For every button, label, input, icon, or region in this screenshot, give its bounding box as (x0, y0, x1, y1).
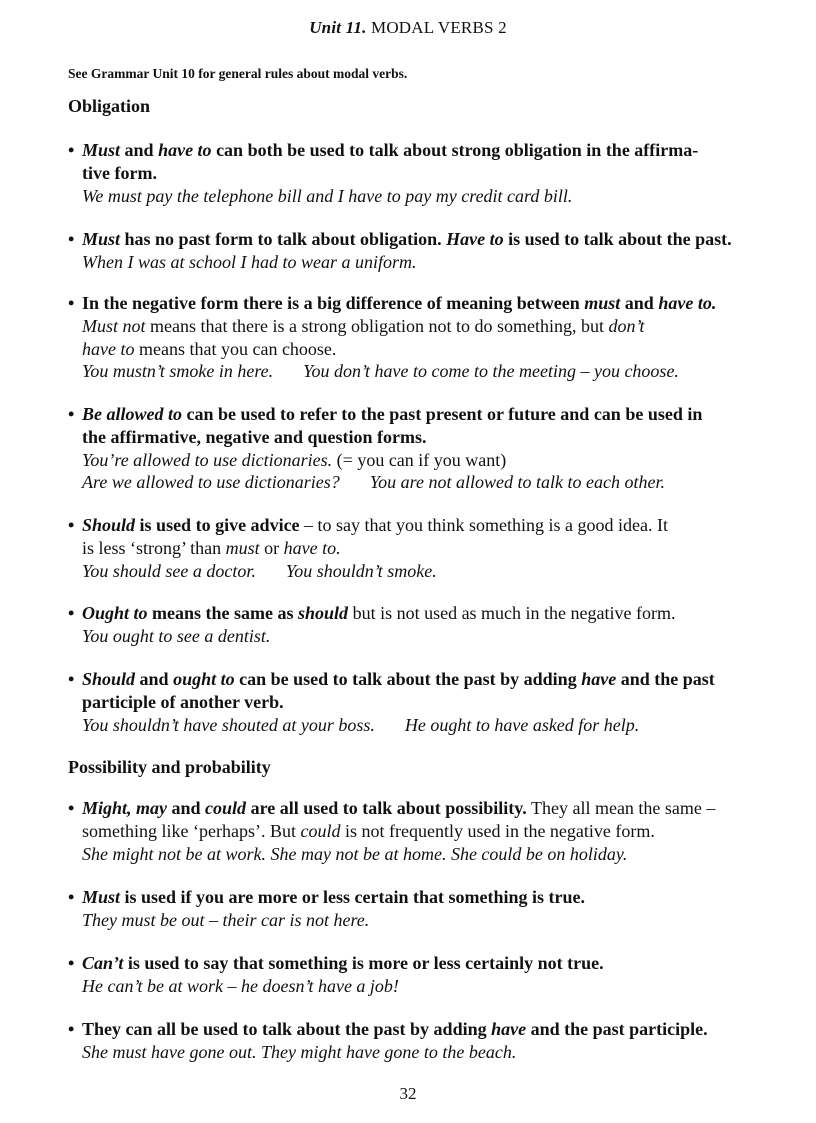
example: You mustn’t smoke in here. (82, 361, 274, 382)
example: You are not allowed to talk to each other. (369, 472, 665, 493)
bullet: • (68, 1019, 75, 1039)
bullet: • (68, 887, 75, 907)
page-header (0, 18, 816, 38)
unit-topic: MODAL VERBS 2 (371, 18, 507, 37)
term: have to. (283, 537, 341, 558)
example: When I was at school I had to wear a uniform. (82, 251, 417, 272)
page-number: 32 (399, 1084, 417, 1103)
list-item: • Must and have to can both be used to talk about strong obligation in the affirma- tive form. We must pay the telephone bill and I have to pay my credit card bill. (68, 139, 768, 207)
bullet: • (68, 229, 75, 249)
bullet: • (68, 953, 75, 973)
term: Can’t (82, 953, 124, 973)
list-item: • Must has no past form to talk about obligation. Have to is used to talk about the past. When I was at school I had to wear a uniform. (68, 228, 768, 274)
example: We must pay the telephone bill and I have to pay my credit card bill. (82, 185, 573, 206)
term: could (300, 820, 341, 841)
term: have (581, 669, 617, 689)
term: Be allowed to (82, 404, 182, 424)
unit-label: Unit 11. (309, 18, 367, 37)
bullet: • (68, 669, 75, 689)
rule-continuation: tive form. (82, 162, 157, 183)
example: You shouldn’t smoke. (285, 560, 437, 581)
rule-continuation: the affirmative, negative and question forms. (82, 426, 427, 447)
term: Ought to (82, 603, 148, 623)
list-item: • Can’t is used to say that something is more or less certainly not true. He can’t be at work – he doesn’t have a job! (68, 952, 768, 998)
example-row (82, 360, 768, 383)
list-item: • Be allowed to can be used to refer to the past present or future and can be used in the affirmative, negative and question forms. You’re allowed to use dictionaries. (= you can if you want) Are we allowed to use dictionaries? You are not allowed to talk to each other. (68, 403, 768, 494)
bullet: • (68, 603, 75, 623)
list-item: • They can all be used to talk about the past by adding have and the past participle. She must have gone out. They might have gone to the beach. (68, 1018, 768, 1064)
example-row (82, 560, 768, 583)
term: Should (82, 515, 136, 535)
term: have to (82, 338, 135, 359)
bullet: • (68, 404, 75, 424)
bullet: • (68, 515, 75, 535)
example-row (82, 449, 768, 472)
term: ought to (173, 669, 235, 689)
list-item: • Ought to means the same as should but is not used as much in the negative form. You ought to see a dentist. (68, 602, 768, 648)
section-heading-obligation: Obligation (68, 96, 151, 116)
example: Are we allowed to use dictionaries? (82, 472, 340, 493)
example: She might not be at work. She may not be at home. She could be on holiday. (82, 843, 628, 864)
example: You’re allowed to use dictionaries. (82, 449, 333, 470)
term: Have to (446, 229, 504, 249)
term: have (491, 1019, 527, 1039)
list-item: • Should and ought to can be used to talk about the past by adding have and the past participle of another verb. You shouldn’t have shouted at your boss. He ought to have asked for help. (68, 668, 768, 736)
example: You should see a doctor. (82, 560, 256, 581)
bullet: • (68, 140, 75, 160)
example-gloss: (= you can if you want) (336, 449, 507, 470)
term: Must (82, 229, 121, 249)
term: should (298, 603, 349, 623)
section-heading-possibility: Possibility and probability (68, 757, 271, 777)
example: You ought to see a dentist. (82, 625, 271, 646)
example: She must have gone out. They might have gone to the beach. (82, 1041, 517, 1062)
example: You shouldn’t have shouted at your boss. (82, 714, 375, 735)
term: Might, may (82, 798, 168, 818)
term: have to. (658, 293, 717, 313)
term: Must not (82, 315, 146, 336)
example: You don’t have to come to the meeting – you choose. (303, 361, 679, 382)
term: must (225, 537, 260, 558)
list-item: • In the negative form there is a big difference of meaning between must and have to. Must not means that there is a strong obligation not to do something, but don’t have to means that you can choose. You mustn’t smoke in here. You don’t have to come to the meeting – you choose. (68, 292, 768, 383)
term: Must (82, 140, 121, 160)
rule-continuation: participle of another verb. (82, 691, 284, 712)
example: They must be out – their car is not here. (82, 909, 370, 930)
example: He ought to have asked for help. (404, 714, 640, 735)
term: could (205, 798, 247, 818)
example-row (82, 471, 768, 494)
list-item: • Should is used to give advice – to say that you think something is a good idea. It is less ‘strong’ than must or have to. You should see a doctor. You shouldn’t smoke. (68, 514, 768, 582)
term: don’t (608, 315, 645, 336)
term: must (584, 293, 621, 313)
bullet: • (68, 798, 75, 818)
term: Must (82, 887, 121, 907)
reference-note: See Grammar Unit 10 for general rules about modal verbs. (68, 66, 408, 81)
bullet: • (68, 293, 75, 313)
example-row (82, 714, 768, 737)
list-item: • Must is used if you are more or less certain that something is true. They must be out – their car is not here. (68, 886, 768, 932)
term: Should (82, 669, 136, 689)
example: He can’t be at work – he doesn’t have a job! (82, 975, 399, 996)
term: have to (158, 140, 212, 160)
list-item: • Might, may and could are all used to talk about possibility. They all mean the same – something like ‘perhaps’. But could is not frequently used in the negative form. She might not be at work. She may not be at home. She could be on holiday. (68, 797, 768, 865)
